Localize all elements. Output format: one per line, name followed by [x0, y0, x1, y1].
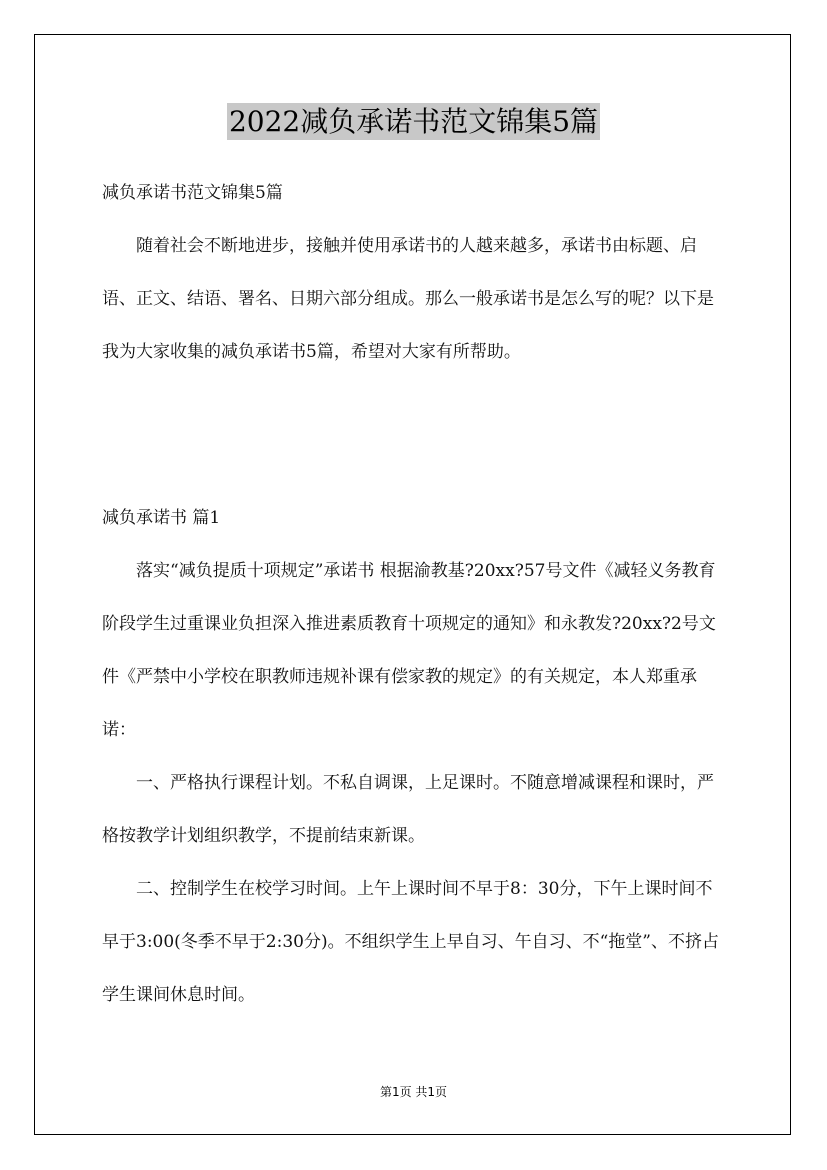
subtitle: 减负承诺书范文锦集5篇	[102, 183, 283, 203]
intro-paragraph: 随着社会不断地进步，接触并使用承诺书的人越来越多，承诺书由标题、启语、正文、结语、署名、日期六部分组成。那么一般承诺书是怎么写的呢？以下是我为大家收集的减负承诺书5篇，希望对大家有所帮助。	[102, 236, 714, 362]
section-1-paragraph-2: 一、严格执行课程计划。不私自调课，上足课时。不随意增减课程和课时，严格按教学计划组织教学，不提前结束新课。	[102, 773, 714, 846]
section-1	[102, 492, 727, 1022]
section-1-paragraph-1: 落实“减负提质十项规定”承诺书 根据渝教基?20xx?57号文件《减轻义务教育阶段学生过重课业负担深入推进素质教育十项规定的通知》和永教发?20xx?2号文件《严禁中小学校在职教师违规补课有偿家教的规定》的有关规定，本人郑重承诺：	[102, 561, 716, 740]
document-title: 2022减负承诺书范文锦集5篇	[228, 105, 599, 138]
section-1-heading: 减负承诺书 篇1	[102, 508, 221, 528]
section-1-paragraph-3: 二、控制学生在校学习时间。上午上课时间不早于8：30分，下午上课时间不早于3:00(冬季不早于2:30分)。不组织学生上早自习、午自习、不“拖堂”、不挤占学生课间休息时间。	[102, 879, 719, 1005]
page-footer: 第1页 共1页	[379, 1085, 448, 1099]
document-body	[102, 167, 727, 379]
